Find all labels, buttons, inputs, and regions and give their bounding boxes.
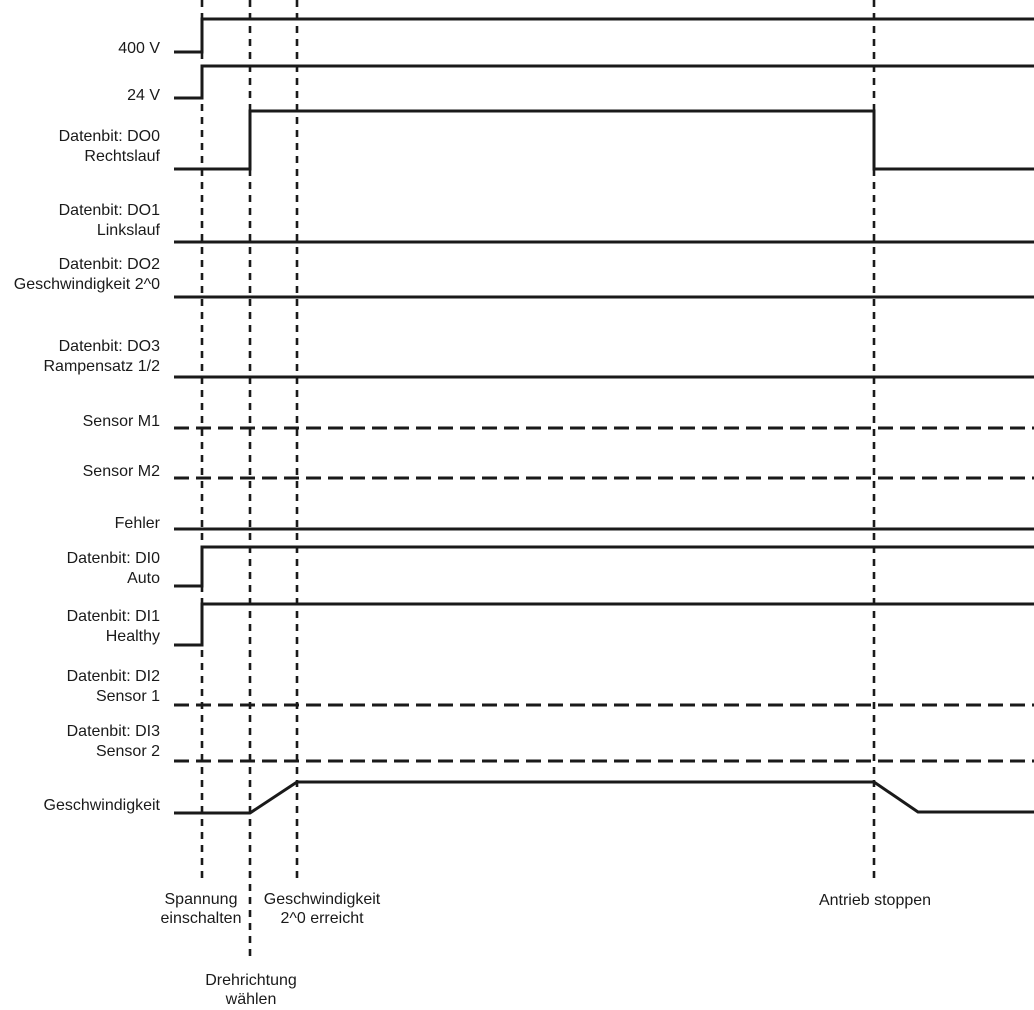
annotation-line: Antrieb stoppen [818,892,932,909]
signal-label-line: Linkslauf [96,222,160,239]
signal-label-fehler [115,514,160,534]
annotation-line: Geschwindigkeit [263,891,381,908]
signal-label-line: Healthy [105,628,160,645]
signal-label-line: Datenbit: DI1 [66,608,160,625]
annotation-line: wählen [225,991,277,1008]
signal-label-di2-sensor1 [67,667,160,707]
signal-label-line: Fehler [114,515,160,532]
signal-label-line: Datenbit: DO3 [58,338,160,355]
annotation-drehrichtung-waehlen [205,971,297,1009]
signal-label-line: 24 V [127,87,160,104]
signal-label-line: Sensor 1 [95,688,160,705]
signal-label-line: Datenbit: DO1 [58,202,160,219]
signal-label-di1-healthy [67,607,160,647]
annotation-line: Drehrichtung [205,972,297,989]
signal-label-line: Sensor M1 [82,413,160,430]
signal-label-di3-sensor2 [67,722,160,762]
signal-trace-supply-400v [174,19,1034,52]
signal-label-line: Sensor 2 [95,743,160,760]
signal-label-line: Datenbit: DI3 [66,723,160,740]
signal-label-geschwindigkeit [44,796,161,816]
signal-label-line: 400 V [118,40,160,57]
signal-label-line: Datenbit: DO2 [58,256,160,273]
signal-label-supply-24v [127,86,160,106]
signal-label-line: Datenbit: DI2 [66,668,160,685]
annotation-line: Spannung [164,891,238,908]
signal-label-do3-rampensatz [43,337,160,377]
signal-label-do1-linkslauf [59,201,160,241]
signal-label-line: Geschwindigkeit [43,797,160,814]
annotation-line: 2^0 erreicht [280,910,364,927]
signal-label-line: Rechtslauf [84,148,160,165]
signal-label-di0-auto [67,549,160,589]
signal-label-supply-400v [118,39,160,59]
signal-label-line: Geschwindigkeit 2^0 [13,276,160,293]
signal-label-line: Datenbit: DO0 [58,128,160,145]
signal-trace-di0-auto [174,547,1034,586]
signal-trace-do0-rechtslauf [174,111,1034,169]
signal-label-do2-geschwindigkeit [14,255,160,295]
signal-label-line: Datenbit: DI0 [66,550,160,567]
signal-label-sensor-m2 [83,462,160,482]
signal-label-do0-rechtslauf [59,127,160,167]
annotation-line: einschalten [160,910,242,927]
signal-label-sensor-m1 [83,412,160,432]
annotation-antrieb-stoppen [819,891,931,910]
signal-trace-supply-24v [174,66,1034,98]
annotation-geschwindigkeit-erreicht [264,890,381,928]
signal-label-line: Sensor M2 [82,463,160,480]
signal-trace-geschwindigkeit [174,782,1034,813]
signal-label-line: Rampensatz 1/2 [43,358,160,375]
signal-trace-di1-healthy [174,604,1034,645]
signal-label-line: Auto [127,570,160,587]
annotation-spannung-einschalten [161,890,242,928]
